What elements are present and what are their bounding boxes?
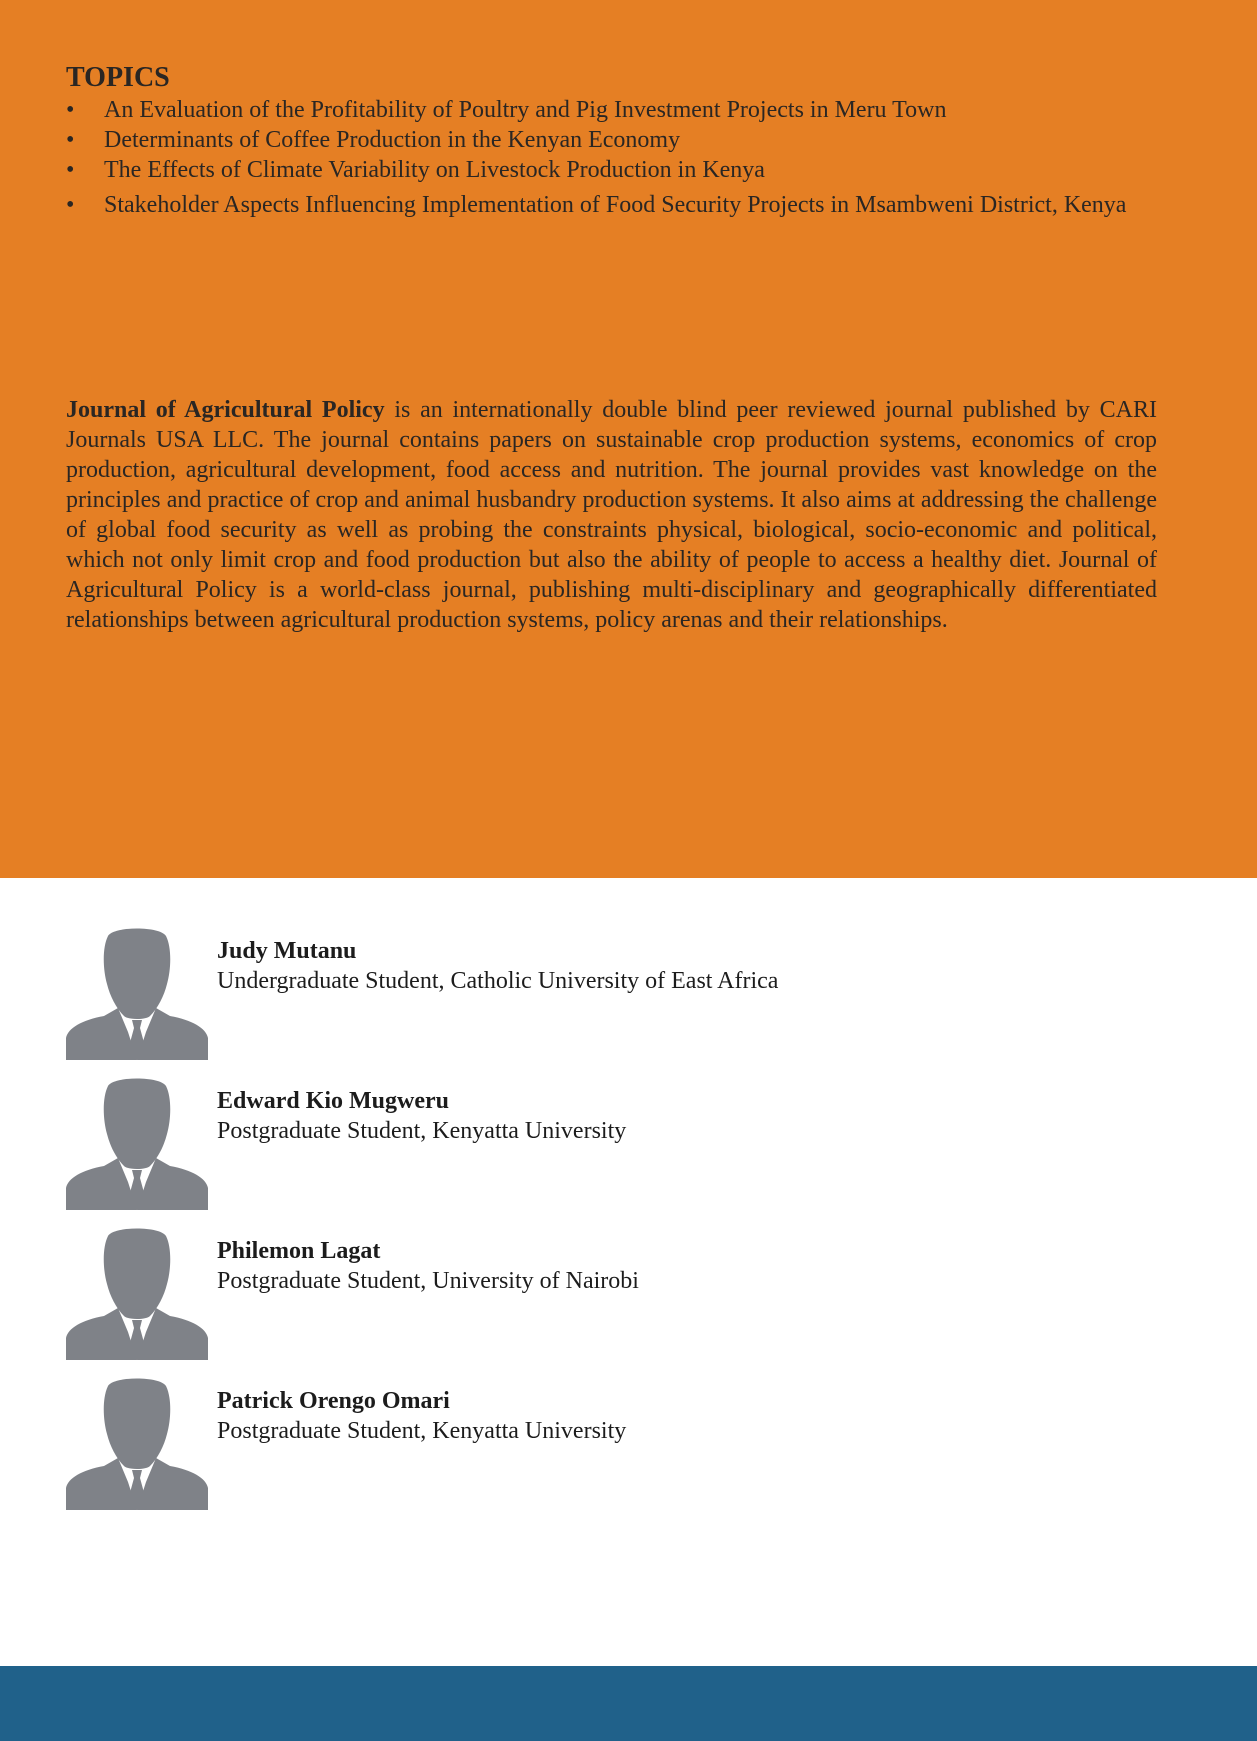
topic-text: An Evaluation of the Profitability of Poultry and Pig Investment Projects in Meru Town <box>104 97 947 123</box>
person-silhouette-icon <box>66 928 208 1060</box>
bullet-icon: • <box>66 192 75 218</box>
topic-text: Determinants of Coffee Production in the Kenyan Economy <box>104 127 681 153</box>
person-silhouette-icon <box>66 1228 208 1360</box>
author-affiliation: Postgraduate Student, University of Nairobi <box>217 1268 639 1294</box>
person-silhouette-icon <box>66 1078 208 1210</box>
journal-description <box>66 395 1157 635</box>
person-silhouette-icon <box>66 1378 208 1510</box>
author-name: Edward Kio Mugweru <box>217 1088 450 1114</box>
topic-text: The Effects of Climate Variability on Livestock Production in Kenya <box>104 157 765 183</box>
footer-bar <box>0 1666 1257 1741</box>
bullet-icon: • <box>66 97 75 123</box>
topic-item <box>66 190 1166 220</box>
topic-text: Stakeholder Aspects Influencing Implementation of Food Security Projects in Msambweni District, Kenya <box>104 192 1127 218</box>
bullet-icon: • <box>66 127 75 153</box>
author-name: Judy Mutanu <box>217 938 357 964</box>
topics-list <box>66 95 1166 220</box>
author-affiliation: Undergraduate Student, Catholic University of East Africa <box>217 968 779 994</box>
author-entry <box>66 1078 966 1218</box>
topic-item <box>66 95 1166 125</box>
topic-item <box>66 125 1166 155</box>
bullet-icon: • <box>66 157 75 183</box>
author-entry <box>66 1378 966 1518</box>
author-affiliation: Postgraduate Student, Kenyatta University <box>217 1118 627 1144</box>
author-name: Patrick Orengo Omari <box>217 1388 450 1414</box>
author-entry <box>66 928 966 1068</box>
journal-name: Journal of Agricultural Policy <box>66 397 385 423</box>
journal-description-text: is an internationally double blind peer reviewed journal published by CARI Journals USA LLC. The journal contains papers on sustainable crop production systems, economics of crop production, agricultural development, food access and nutrition. The journal provides vast knowledge on the principles and practice of crop and animal husbandry production systems. It also aims at addressing the challenge of global food security as well as probing the constraints physical, biological, socio-economic and political, which not only limit crop and food production but also the ability of people to access a healthy diet. Journal of Agricultural Policy is a world-class journal, publishing multi-disciplinary and geographically differentiated relationships between agricultural production systems, policy arenas and their relationships. <box>66 397 1158 633</box>
author-entry <box>66 1228 966 1368</box>
topic-item <box>66 155 1166 185</box>
author-affiliation: Postgraduate Student, Kenyatta University <box>217 1418 627 1444</box>
topics-heading: TOPICS <box>66 62 170 93</box>
author-name: Philemon Lagat <box>217 1238 381 1264</box>
